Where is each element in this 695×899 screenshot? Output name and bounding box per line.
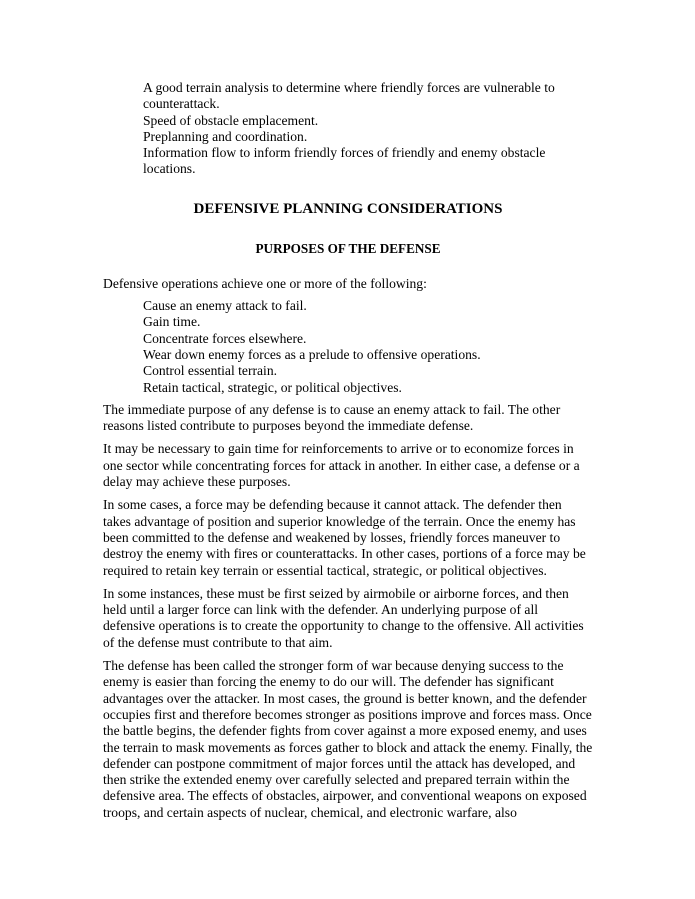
list-item: Retain tactical, strategic, or political objectives. (143, 379, 402, 395)
list-item: Speed of obstacle emplacement. (143, 112, 319, 128)
body-paragraph: It may be necessary to gain time for reinforcements to arrive or to economize forces in one sector while concentrating forces for attack in another. In either case, a defense or a delay may achieve these purposes. (103, 441, 580, 490)
list-item: Control essential terrain. (143, 363, 278, 379)
subsection-heading: PURPOSES OF THE DEFENSE (255, 240, 441, 256)
list-item: Gain time. (143, 314, 201, 330)
body-paragraph: The defense has been called the stronger form of war because denying success to the enemy is easier than forcing the enemy to do our will. The defender has significant advantages over the attacker. In most cases, the ground is better known, and the defender occupies first and therefore becomes stronger as positions improve and forces mass. Once the battle begins, the defender fights from cover against a more exposed enemy, and uses the terrain to mask movements as forces gather to block and attack the enemy. Finally, the defender can postpone commitment of major forces until the attack has developed, and then strike the extended enemy over carefully selected and prepared terrain within the defensive area. The effects of obstacles, airpower, and conventional weapons on exposed troops, and certain aspects of nuclear, chemical, and electronic warfare, also (103, 658, 593, 820)
list-item: Preplanning and coordination. (143, 128, 308, 144)
list-item: Information flow to inform friendly forces of friendly and enemy obstacle locations. (143, 145, 546, 177)
body-paragraph: The immediate purpose of any defense is to cause an enemy attack to fail. The other reasons listed contribute to purposes beyond the immediate defense. (103, 401, 561, 434)
list-item: A good terrain analysis to determine where friendly forces are vulnerable to counterattack. (143, 80, 555, 112)
list-item: Cause an enemy attack to fail. (143, 298, 307, 314)
body-paragraph: In some instances, these must be first seized by airmobile or airborne forces, and then held until a larger force can link with the defender. An underlying purpose of all defensive operations is to create the opportunity to change to the offensive. All activities of the defense must contribute to that aim. (103, 585, 584, 650)
purposes-list (103, 298, 593, 396)
intro-paragraph: Defensive operations achieve one or more of the following: (103, 275, 427, 291)
body-paragraph: In some cases, a force may be defending because it cannot attack. The defender then takes advantage of position and superior knowledge of the terrain. Once the enemy has been committed to the defense and weakened by losses, friendly forces maneuver to destroy the enemy with fires or counterattacks. In other cases, portions of a force may be required to retain key terrain or essential tactical, strategic, or political objectives. (103, 497, 586, 578)
section-heading: DEFENSIVE PLANNING CONSIDERATIONS (193, 200, 503, 217)
list-item: Concentrate forces elsewhere. (143, 330, 307, 346)
list-item: Wear down enemy forces as a prelude to offensive operations. (143, 346, 481, 362)
obstacle-considerations-list (103, 80, 593, 178)
document-page (103, 80, 593, 828)
